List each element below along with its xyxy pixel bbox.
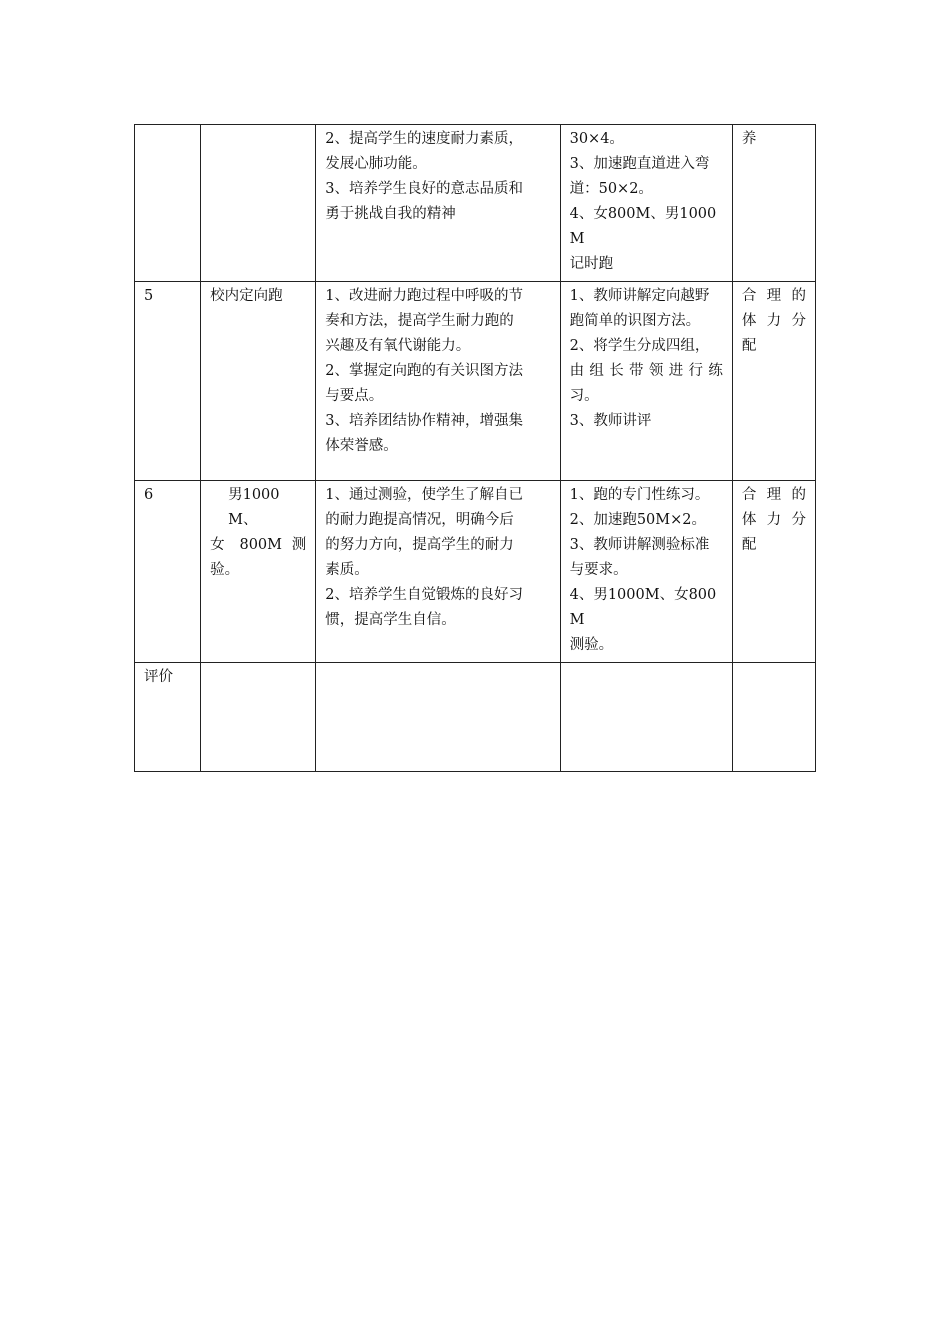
goals-cell: 1、改进耐力跑过程中呼吸的节 奏和方法，提高学生耐力跑的 兴趣及有氧代谢能力。 2、掌握定向跑的有关识图方法 与要点。 3、培养团结协作精神，增强集 体荣誉感。 — [316, 282, 560, 481]
table-row — [135, 282, 816, 481]
content-cell: 校内定向跑 — [201, 282, 316, 481]
row-number-cell — [135, 125, 201, 282]
evaluation-label-cell: 评价 — [135, 663, 201, 772]
lesson-plan-table — [134, 124, 816, 772]
table-row — [135, 125, 816, 282]
row-number-cell: 6 — [135, 481, 201, 663]
content-cell — [201, 125, 316, 282]
content-cell: 男1000M、 女 800M 测 验。 — [201, 481, 316, 663]
goals-cell: 2、提高学生的速度耐力素质， 发展心肺功能。 3、培养学生良好的意志品质和 勇于挑战自我的精神 — [316, 125, 560, 282]
methods-cell: 1、跑的专门性练习。 2、加速跑50M×2。 3、教师讲解测验标准 与要求。 4、男1000M、女800M 测验。 — [560, 481, 732, 663]
table-row — [135, 663, 816, 772]
methods-cell: 1、教师讲解定向越野 跑简单的识图方法。 2、将学生分成四组， 由组长带领进行练 习。 3、教师讲评 — [560, 282, 732, 481]
methods-cell — [560, 663, 732, 772]
content-cell — [201, 663, 316, 772]
note-cell — [732, 663, 815, 772]
goals-cell — [316, 663, 560, 772]
methods-cell: 30×4。 3、加速跑直道进入弯 道：50×2。 4、女800M、男1000M 记时跑 — [560, 125, 732, 282]
note-cell: 养 — [732, 125, 815, 282]
row-number-cell: 5 — [135, 282, 201, 481]
goals-cell: 1、通过测验，使学生了解自已 的耐力跑提高情况，明确今后 的努力方向，提高学生的耐力 素质。 2、培养学生自觉锻炼的良好习 惯，提高学生自信。 — [316, 481, 560, 663]
note-cell: 合理的 体力分 配 — [732, 481, 815, 663]
table-row — [135, 481, 816, 663]
note-cell: 合理的 体力分 配 — [732, 282, 815, 481]
